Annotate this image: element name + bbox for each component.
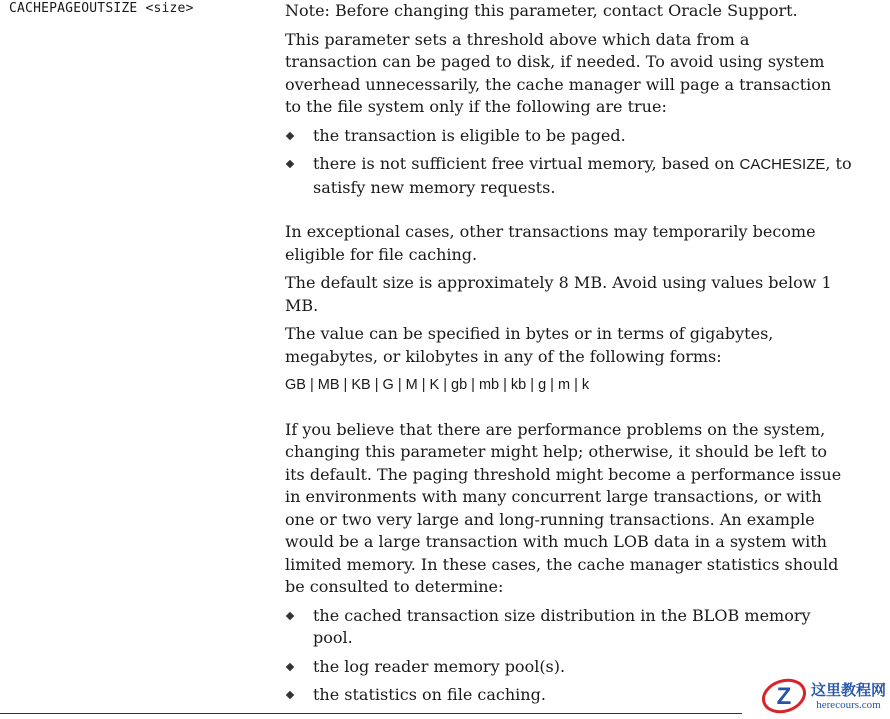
list-item-text: , to: [825, 154, 852, 173]
text-line: its default. The paging threshold might become a performance issue: [285, 464, 842, 484]
text-line: This parameter sets a threshold above which data from a: [285, 29, 750, 49]
list-item-text: there is not sufficient free virtual memory, based on: [313, 154, 740, 173]
list-item: [285, 605, 875, 650]
site-logo-icon: [760, 676, 808, 716]
text-line: megabytes, or kilobytes in any of the following forms:: [285, 346, 722, 366]
diamond-bullet-icon: [286, 611, 294, 619]
list-item-text: the cached transaction size distribution in the BLOB memory: [313, 605, 811, 625]
diamond-bullet-icon: [286, 691, 294, 699]
text-line: If you believe that there are performance problems on the system,: [285, 419, 826, 439]
parameter-description: [285, 0, 875, 713]
default-size-paragraph: [285, 272, 875, 317]
text-line: overhead unnecessarily, the cache manager will page a transaction: [285, 74, 832, 94]
footer-rule: [0, 713, 742, 714]
text-line: in environments with many concurrent large transactions, or with: [285, 487, 822, 506]
list-item: [285, 125, 875, 148]
site-url: herecours.com: [816, 698, 881, 711]
diamond-bullet-icon: [286, 131, 294, 139]
text-line: The value can be specified in bytes or in terms of gigabytes,: [285, 324, 774, 343]
threshold-paragraph: [285, 29, 875, 119]
exceptional-cases-paragraph: [285, 221, 875, 266]
size-unit-forms: GB | MB | KB | G | M | K | gb | mb | kb | g | m | k: [285, 377, 590, 393]
text-line: one or two very large and long-running transactions. An example: [285, 509, 815, 529]
text-line: In exceptional cases, other transactions may temporarily become: [285, 222, 816, 241]
value-forms-paragraph: [285, 323, 875, 368]
paging-conditions-list: [285, 125, 875, 200]
text-line: The default size is approximately 8 MB. Avoid using values below 1: [285, 273, 832, 292]
watermark-text: [811, 681, 886, 712]
text-line: changing this parameter might help; otherwise, it should be left to: [285, 442, 828, 461]
diamond-bullet-icon: [286, 662, 294, 670]
text-line: limited memory. In these cases, the cache manager statistics should: [285, 554, 839, 574]
performance-paragraph: [285, 419, 875, 599]
text-line: would be a large transaction with much LOB data in a system with: [285, 532, 827, 551]
list-item-text: the log reader memory pool(s).: [313, 656, 566, 676]
list-item-text: the statistics on file caching.: [313, 685, 546, 704]
site-watermark: [760, 676, 886, 716]
list-item: [285, 153, 875, 199]
text-line: eligible for file caching.: [285, 244, 478, 264]
parameter-name: CACHEPAGEOUTSIZE <size>: [9, 1, 194, 16]
list-item-text: satisfy new memory requests.: [313, 177, 556, 197]
text-line: be consulted to determine:: [285, 577, 504, 596]
spacer: [285, 403, 875, 419]
list-item: [285, 656, 875, 679]
support-note: Note: Before changing this parameter, contact Oracle Support.: [285, 1, 798, 20]
text-line: transaction can be paged to disk, if needed. To avoid using system: [285, 52, 825, 71]
spacer: [285, 205, 875, 221]
logo-letter: Z: [776, 683, 792, 710]
text-line: MB.: [285, 295, 319, 315]
site-name: 这里教程网: [810, 680, 886, 699]
list-item-text: pool.: [313, 628, 353, 647]
diamond-bullet-icon: [286, 160, 294, 168]
text-line: to the file system only if the following are true:: [285, 97, 667, 116]
cachesize-keyword: CACHESIZE: [739, 156, 826, 173]
list-item-text: the transaction is eligible to be paged.: [313, 125, 626, 145]
